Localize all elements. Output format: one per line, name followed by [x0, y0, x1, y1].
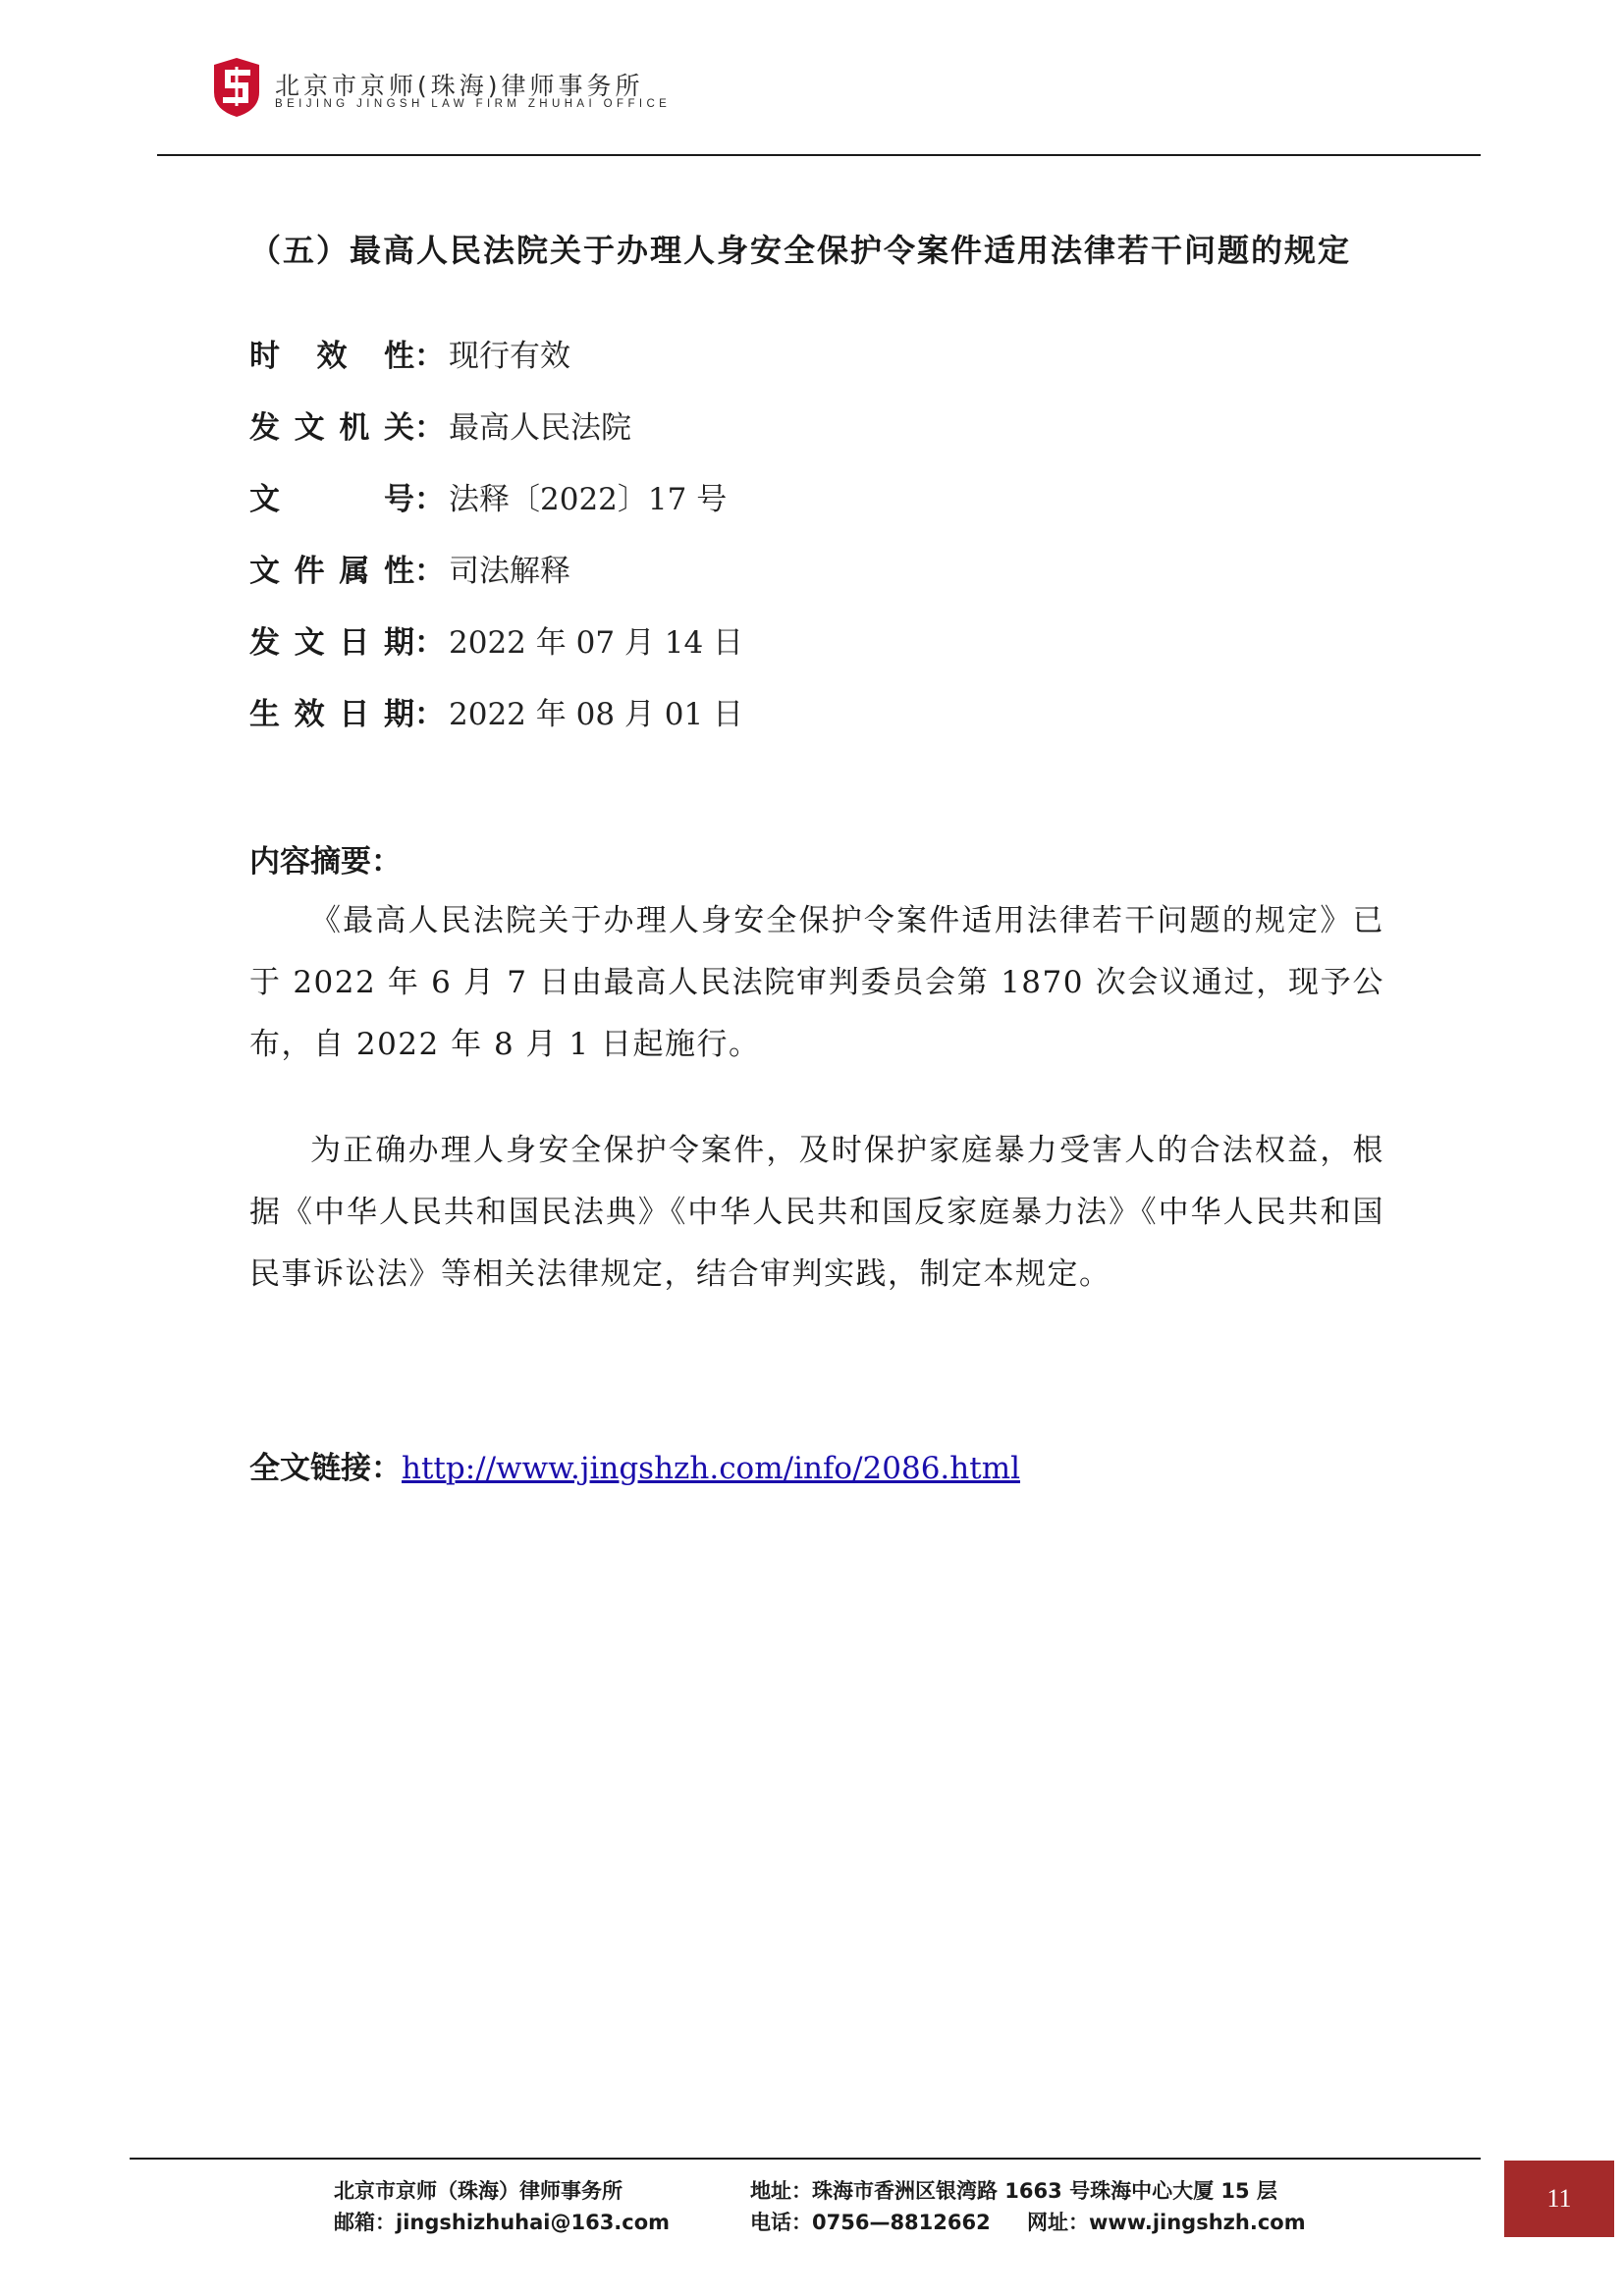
meta-colon: ： [414, 697, 445, 732]
meta-row-effective-date [249, 692, 743, 737]
footer-website: 网址：www.jingshzh.com [1027, 2211, 1306, 2234]
header-divider [157, 154, 1481, 156]
meta-label: 时效性 [249, 339, 414, 374]
full-text-link-label: 全文链接： [249, 1451, 402, 1486]
header-firm-name-cn: 北京市京师(珠海)律师事务所 [275, 72, 644, 100]
footer-email: 邮箱：jingshizhuhai@163.com [334, 2211, 671, 2234]
full-text-link[interactable]: http://www.jingshzh.com/info/2086.html [402, 1451, 1021, 1486]
meta-row-validity [249, 334, 570, 379]
meta-colon: ： [414, 339, 445, 374]
meta-value: 2022 年 07 月 14 日 [449, 625, 744, 661]
meta-row-doc-number [249, 477, 727, 522]
full-text-link-row [249, 1443, 1020, 1487]
meta-colon: ： [414, 625, 445, 661]
summary-heading: 内容摘要： [249, 844, 402, 880]
summary-paragraph: 《最高人民法院关于办理人身安全保护令案件适用法律若干问题的规定》已于 2022 年 6 月 7 日由最高人民法院审判委员会第 1870 次会议通过，现予公布，自 2022 年 8 月 1 日起施行。 [249, 903, 1384, 1062]
footer-firm-name: 北京市京师（珠海）律师事务所 [334, 2179, 623, 2203]
header-firm-name-en: BEIJING JINGSH LAW FIRM ZHUHAI OFFICE [275, 98, 672, 110]
footer-phone: 电话：0756—8812662 [750, 2211, 991, 2234]
meta-colon: ： [414, 410, 445, 446]
meta-colon: ： [414, 554, 445, 589]
footer-divider [130, 2158, 1481, 2160]
meta-row-issue-date [249, 620, 743, 666]
meta-value: 2022 年 08 月 01 日 [449, 697, 744, 732]
meta-value: 法释〔2022〕17 号 [449, 482, 728, 517]
page-number: 11 [1546, 2184, 1572, 2213]
meta-row-issuer [249, 405, 631, 451]
document-title: （五）最高人民法院关于办理人身安全保护令案件适用法律若干问题的规定 [249, 232, 1352, 269]
meta-label: 发文日期 [249, 625, 414, 661]
meta-label: 生效日期 [249, 697, 414, 732]
summary-paragraph: 为正确办理人身安全保护令案件，及时保护家庭暴力受害人的合法权益，根据《中华人民共和国民法典》《中华人民共和国反家庭暴力法》《中华人民共和国民事诉讼法》等相关法律规定，结合审判实践，制定本规定。 [249, 1133, 1384, 1292]
meta-value: 现行有效 [449, 339, 570, 374]
footer-address: 地址：珠海市香洲区银湾路 1663 号珠海中心大厦 15 层 [750, 2179, 1277, 2203]
meta-label: 文件属性 [249, 554, 414, 589]
meta-colon: ： [414, 482, 445, 517]
meta-label: 发文机关 [249, 410, 414, 446]
meta-value: 司法解释 [449, 554, 570, 589]
jingshi-logo-icon [208, 55, 265, 120]
page-number-badge [1504, 2161, 1614, 2237]
meta-label: 文号 [249, 482, 414, 517]
meta-value: 最高人民法院 [449, 410, 631, 446]
meta-row-doc-type [249, 549, 570, 594]
